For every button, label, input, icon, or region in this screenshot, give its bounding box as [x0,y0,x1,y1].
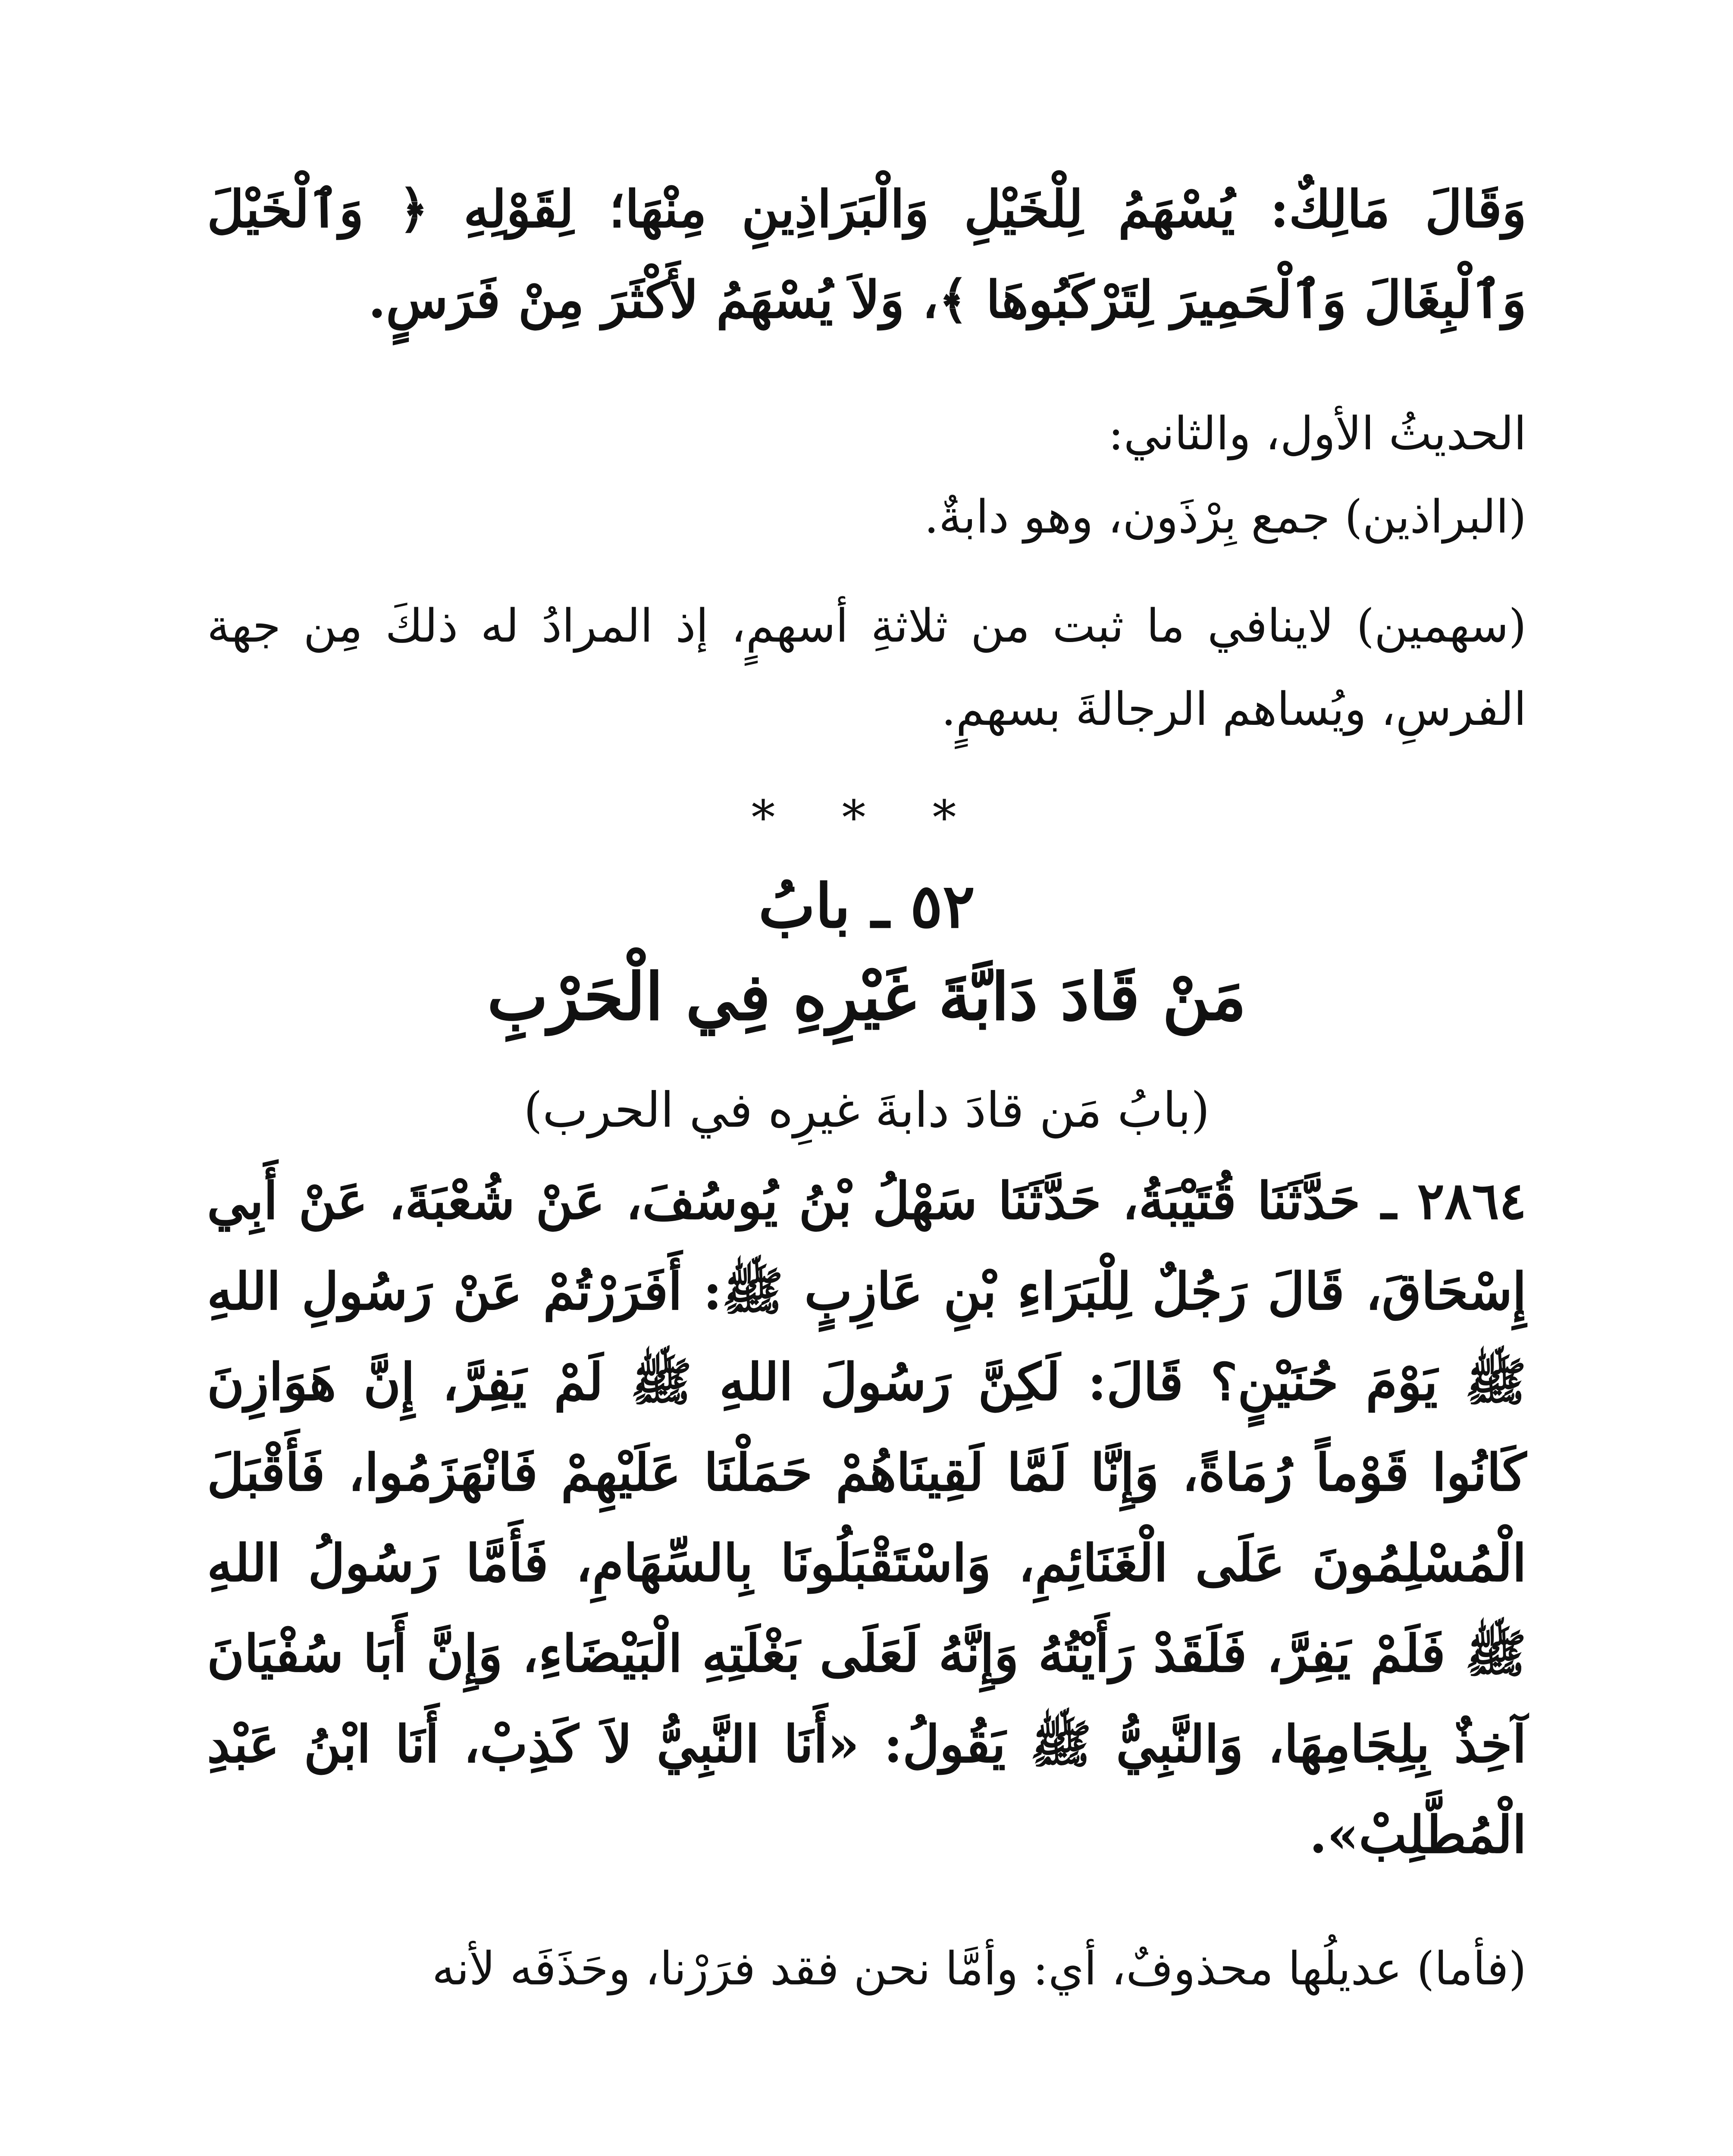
book-page [207,164,1526,2156]
chapter-number: ٥٢ ـ بابُ [758,871,975,942]
commentary-note-sahmayn: (سهمين) لاينافي ما ثبت من ثلاثةِ أسهمٍ، إذ المرادُ له ذلكَ مِن جهة الفرسِ، ويُساهم الرجالةَ بسهمٍ. [207,599,1526,736]
commentary-heading: الحديثُ الأول، والثاني: [1108,407,1526,461]
hadith-continuation-text: وَقَالَ مَالِكٌ: يُسْهَمُ لِلْخَيْلِ وَالْبَرَاذِينِ مِنْهَا؛ لِقَوْلِهِ ﴿ وَٱلْخَيْلَ وَٱلْبِغَالَ وَٱلْحَمِيرَ لِتَرْكَبُوهَا ﴾، وَلاَ يُسْهَمُ لأَكْثَرَ مِنْ فَرَسٍ. [207,179,1526,330]
section-separator: * * * [751,790,982,845]
chapter-title: مَنْ قَادَ دَابَّةَ غَيْرِهِ فِي الْحَرْبِ [487,959,1247,1035]
bottom-commentary-text: (فأما) عديلُها محذوفٌ، أي: وأمَّا نحن فقد فرَرْنا، وحَذَفَه لأنه [432,1942,1526,1995]
chapter-commentary-heading: (بابُ مَن قادَ دابةَ غيرِه في الحرب) [523,1082,1210,1138]
hadith-2864-text: ٢٨٦٤ ـ حَدَّثَنَا قُتَيْبَةُ، حَدَّثَنَا سَهْلُ بْنُ يُوسُفَ، عَنْ شُعْبَةَ، عَنْ أَبِي إِسْحَاقَ، قَالَ رَجُلٌ لِلْبَرَاءِ بْنِ عَازِبٍ ﷺ: أَفَرَرْتُمْ عَنْ رَسُولِ اللهِ ﷺ يَوْمَ حُنَيْنٍ؟ قَالَ: لَكِنَّ رَسُولَ اللهِ ﷺ لَمْ يَفِرَّ، إِنَّ هَوَازِنَ كَانُوا قَوْماً رُمَاةً، وَإِنَّا لَمَّا لَقِينَاهُمْ حَمَلْنَا عَلَيْهِمْ فَانْهَزَمُوا، فَأَقْبَلَ الْمُسْلِمُونَ عَلَى الْغَنَائِمِ، وَاسْتَقْبَلُونَا بِالسِّهَامِ، فَأَمَّا رَسُولُ اللهِ ﷺ فَلَمْ يَفِرَّ، فَلَقَدْ رَأَيْتُهُ وَإِنَّهُ لَعَلَى بَغْلَتِهِ الْبَيْضَاءِ، وَإِنَّ أَبَا سُفْيَانَ آخِذٌ بِلِجَامِهَا، وَالنَّبِيُّ ﷺ يَقُولُ: «أَنَا النَّبِيُّ لاَ كَذِبْ، أَنَا ابْنُ عَبْدِ الْمُطَّلِبْ». [207,1170,1526,1865]
commentary-note-baradhin: (البراذين) جمع بِرْذَون، وهو دابةٌ. [924,490,1526,543]
